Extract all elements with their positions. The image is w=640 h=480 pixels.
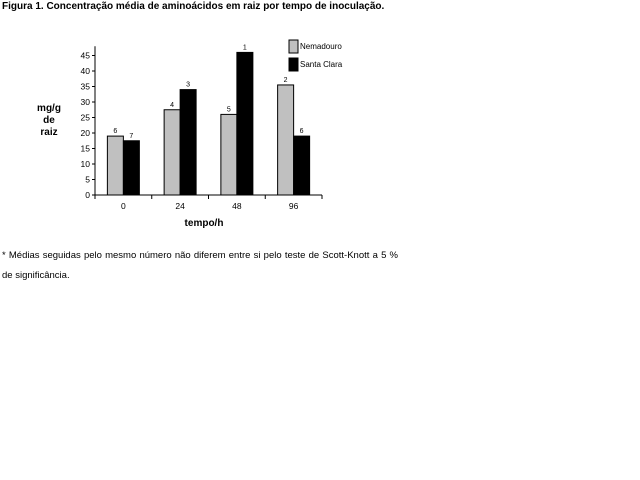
- bars: [107, 52, 309, 195]
- y-axis-title-line: mg/g: [37, 103, 61, 114]
- bar-label: 3: [186, 81, 191, 89]
- y-tick-label: 5: [85, 174, 90, 185]
- y-axis-ticks: [81, 51, 95, 201]
- bar-label: 7: [129, 132, 134, 140]
- y-tick-label: 25: [80, 112, 90, 123]
- bar-label: 6: [113, 128, 118, 136]
- x-tick-label: 24: [175, 201, 185, 211]
- bar-santa-clara: [294, 136, 310, 195]
- bar-santa-clara: [180, 90, 196, 195]
- bar-nemadouro: [221, 114, 237, 195]
- y-tick-label: 40: [80, 66, 90, 76]
- y-tick-label: 0: [85, 190, 90, 200]
- bar-label: 6: [299, 128, 304, 136]
- y-tick-label: 10: [80, 159, 90, 169]
- bar-label: 4: [170, 101, 175, 109]
- bar-label: 2: [283, 76, 288, 84]
- legend-swatch: [289, 58, 298, 71]
- legend-swatch: [289, 40, 298, 53]
- legend-label: Santa Clara: [300, 60, 343, 69]
- bar-label: 5: [226, 106, 231, 114]
- y-tick-label: 20: [80, 128, 90, 138]
- y-tick-label: 30: [80, 97, 90, 107]
- bar-nemadouro: [164, 110, 180, 195]
- y-tick-label: 35: [80, 81, 90, 92]
- footnote: * Médias seguidas pelo mesmo número não diferem entre si pelo teste de Scott-Knott a 5 % de significância.: [2, 250, 398, 281]
- bar-santa-clara: [123, 141, 139, 195]
- x-tick-label: 48: [232, 201, 242, 211]
- legend: [289, 40, 343, 71]
- y-axis-title-line: raiz: [40, 127, 58, 138]
- figure-caption: Figura 1. Concentração média de aminoácidos em raiz por tempo de inoculação.: [2, 1, 385, 12]
- x-tick-label: 0: [121, 201, 126, 211]
- legend-label: Nemadouro: [300, 42, 342, 51]
- x-tick-label: 96: [288, 201, 299, 211]
- y-tick-label: 15: [80, 143, 90, 154]
- x-axis-ticks: [95, 195, 322, 211]
- bar-nemadouro: [107, 136, 123, 195]
- y-tick-label: 45: [80, 50, 90, 61]
- y-axis-title: [37, 103, 61, 138]
- bar-nemadouro: [278, 85, 294, 195]
- bar-labels: [113, 44, 303, 139]
- bar-santa-clara: [237, 52, 253, 195]
- x-axis-title: tempo/h: [184, 218, 224, 229]
- y-axis-title-line: de: [43, 115, 55, 126]
- bar-label: 1: [242, 44, 247, 52]
